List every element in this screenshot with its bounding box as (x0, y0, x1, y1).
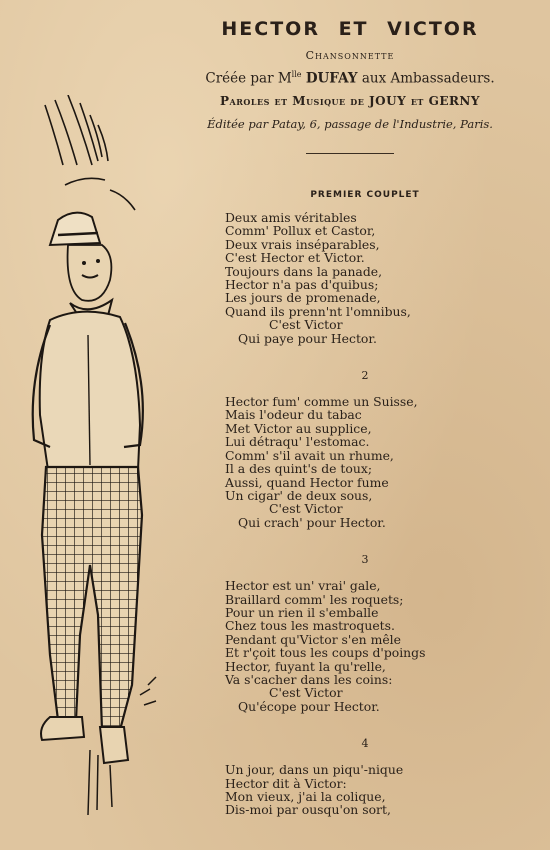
verse-line: Toujours dans la panade, (225, 263, 383, 279)
verse-line: Va s'cacher dans les coins: (225, 671, 393, 687)
song-subtitle: Chansonnette (305, 49, 395, 62)
refrain-line: C'est Victor (269, 317, 343, 333)
verse-line: Braillard comm' les roquets; (225, 591, 404, 607)
couplet-4 (225, 737, 505, 817)
verse-line: Un cigar' de deux sous, (225, 487, 373, 503)
verse-line: Mais l'odeur du tabac (225, 407, 362, 423)
verse-line: Il a des quint's de toux; (225, 461, 373, 477)
verse-line: Un jour, dans un piqu'-nique (225, 762, 404, 778)
verse-line: Deux amis véritables (225, 210, 357, 225)
couplet-number: 3 (361, 553, 369, 567)
performer-prefix: Créée par M (205, 70, 292, 87)
song-title: HECTOR ET VICTOR (221, 18, 479, 40)
hector-illustration (20, 95, 210, 815)
verse-line: Aussi, quand Hector fume (225, 474, 389, 490)
refrain-line: Qui paye pour Hector. (238, 330, 377, 346)
performer-venue: aux Ambassadeurs. (361, 70, 495, 87)
refrain-line: C'est Victor (269, 685, 343, 701)
couplet-3 (225, 553, 505, 713)
verse-line: Comm' s'il avait un rhume, (225, 447, 394, 463)
verse-line: Lui détraqu' l'estomac. (225, 434, 370, 450)
verse-line: Hector, fuyant la qu'relle, (225, 658, 386, 674)
couplet-1 (225, 190, 505, 345)
verse-line: C'est Hector et Victor. (225, 250, 365, 266)
lyrics-music-credits: Paroles et Musique de JOUY et GERNY (220, 93, 480, 108)
couplet-lines (225, 579, 505, 713)
performer-line (170, 70, 530, 87)
verse-line: Dis-moi par ousqu'on sort, (225, 802, 391, 818)
couplet-heading: PREMIER COUPLET (310, 190, 420, 200)
verse-line: Hector est un' vrai' gale, (225, 578, 381, 594)
verse-line: Hector n'a pas d'quibus; (225, 277, 379, 293)
verse-line: Pour un rien il s'emballe (225, 604, 379, 620)
verse-line: Met Victor au supplice, (225, 420, 372, 436)
refrain-line: C'est Victor (269, 501, 343, 517)
couplet-number: 4 (361, 737, 369, 751)
verse-line: Comm' Pollux et Castor, (225, 223, 376, 239)
verse-line: Hector dit à Victor: (225, 775, 347, 791)
song-header (170, 18, 530, 154)
song-lyrics (225, 190, 505, 817)
couplet-2 (225, 369, 505, 529)
refrain-line: Qui crach' pour Hector. (238, 514, 386, 530)
performer-title-sup: lle (291, 70, 302, 79)
verse-line: Deux vrais inséparables, (225, 236, 380, 252)
verse-line: Les jours de promenade, (225, 290, 381, 306)
publisher-line: Éditée par Patay, 6, passage de l'Industrie, Paris. (207, 116, 493, 131)
refrain-line: Qu'écope pour Hector. (238, 698, 380, 714)
performer-name: DUFAY (305, 70, 358, 87)
verse-line: Pendant qu'Victor s'en mêle (225, 631, 401, 647)
couplet-lines (225, 395, 505, 529)
verse-line: Hector fum' comme un Suisse, (225, 394, 418, 410)
couplet-number: 2 (361, 369, 369, 383)
verse-line: Mon vieux, j'ai la colique, (225, 789, 386, 804)
verse-line: Et r'çoit tous les coups d'poings (225, 645, 426, 661)
verse-line: Chez tous les mastroquets. (225, 618, 395, 634)
couplet-lines (225, 763, 505, 817)
couplet-lines (225, 211, 505, 345)
verse-line: Quand ils prenn'nt l'omnibus, (225, 303, 411, 319)
header-divider (306, 153, 394, 154)
